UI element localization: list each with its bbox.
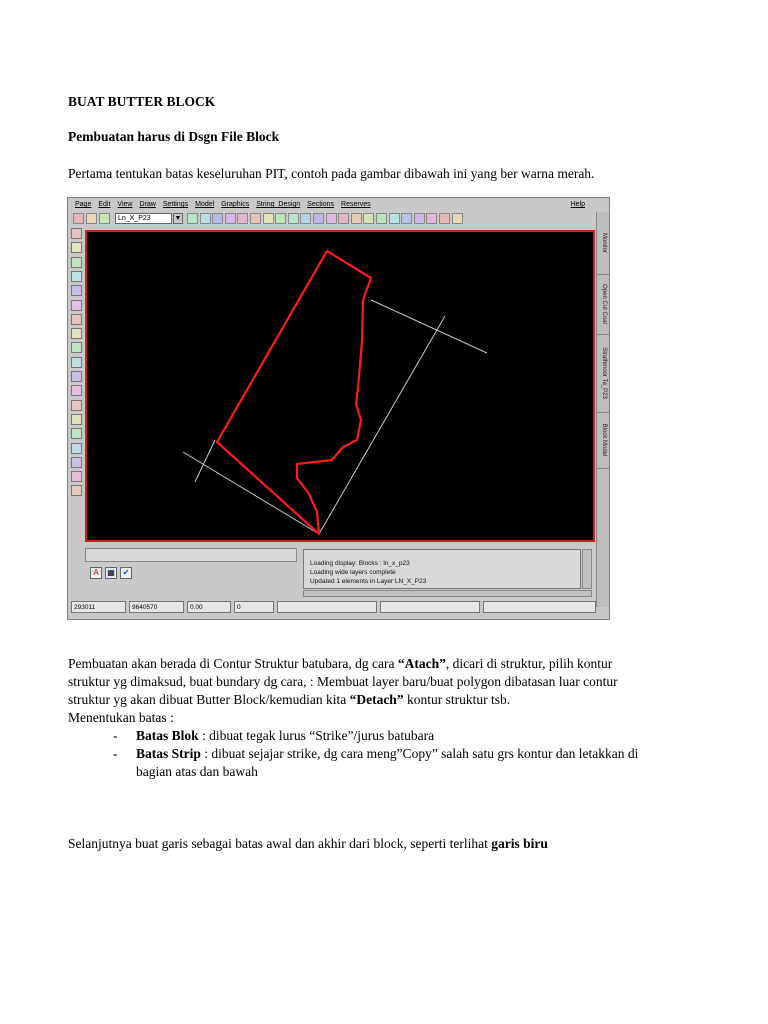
menu-help[interactable]: Help: [570, 201, 585, 208]
tool-button-icon[interactable]: [71, 414, 82, 425]
drawing-svg: [87, 232, 593, 540]
menu-item-page[interactable]: Page: [75, 201, 92, 208]
intro-paragraph: Pertama tentukan batas keseluruhan PIT, contoh pada gambar dibawah ini yang ber warna merah.: [68, 166, 595, 181]
drawing-canvas[interactable]: [85, 230, 595, 542]
toolbar-button-icon[interactable]: [389, 213, 400, 224]
tool-button-icon[interactable]: [71, 314, 82, 325]
toolbar-button-icon[interactable]: [439, 213, 450, 224]
tool-button-icon[interactable]: [71, 371, 82, 382]
toolbar-button-icon[interactable]: [414, 213, 425, 224]
tool-button-icon[interactable]: [71, 485, 82, 496]
toolbar-button-icon[interactable]: [351, 213, 362, 224]
menu-item-sections[interactable]: Sections: [307, 201, 335, 208]
log-line: Loading display: Blocks : ln_x_p23: [310, 560, 410, 567]
tool-button-icon[interactable]: [71, 443, 82, 454]
horizontal-scrollbar[interactable]: [303, 590, 592, 597]
lower-bar: [85, 548, 297, 562]
toolbar-button-icon[interactable]: [288, 213, 299, 224]
toolbar-button-icon[interactable]: [300, 213, 311, 224]
toolbar-button-icon[interactable]: [99, 213, 110, 224]
toolbar-button-icon[interactable]: [363, 213, 374, 224]
menu-item-reserves[interactable]: Reserves: [341, 201, 371, 208]
toolbar-button-icon[interactable]: [212, 213, 223, 224]
tab-open-cut-coal[interactable]: Open Cut Coal: [597, 274, 610, 335]
menu-item-view[interactable]: View: [117, 201, 133, 208]
block-line-top: [371, 300, 487, 353]
para2-line1: Pembuatan akan berada di Contur Struktur batubara, dg cara “Atach”, dicari di struktur, pilih kontur: [68, 656, 613, 671]
tool-button-icon[interactable]: [71, 471, 82, 482]
section-subheading: Pembuatan harus di Dsgn File Block: [68, 129, 280, 144]
bullet-item-continuation: bagian atas dan bawah: [136, 764, 258, 779]
tool-button-icon[interactable]: [71, 271, 82, 282]
para2-line2: struktur yg dimaksud, buat bundary dg cara, : Membuat layer baru/buat polygon dibatasan luar contur: [68, 674, 618, 689]
tool-button-icon[interactable]: [71, 285, 82, 296]
menu-bar: [68, 198, 595, 211]
status-x: 293011: [71, 601, 126, 613]
message-log: [303, 549, 581, 589]
para2-line4: Menentukan batas :: [68, 710, 174, 725]
status-field-4: 0: [234, 601, 274, 613]
tab-block-model[interactable]: Block Model: [597, 412, 610, 469]
tool-button-icon[interactable]: [71, 257, 82, 268]
bullet-dash: -: [113, 746, 118, 761]
cad-screenshot: [67, 197, 610, 620]
toolbar-button-icon[interactable]: [263, 213, 274, 224]
block-line-right: [319, 316, 445, 534]
tool-button-icon[interactable]: [71, 385, 82, 396]
log-line: Updated 1 elements in Layer LN_X_P23: [310, 578, 427, 585]
toolbar-button-icon[interactable]: [250, 213, 261, 224]
text-icon[interactable]: A: [90, 567, 102, 579]
toolbar-button-icon[interactable]: [237, 213, 248, 224]
status-field-7: [483, 601, 596, 613]
toolbar-button-icon[interactable]: [452, 213, 463, 224]
para3: Selanjutnya buat garis sebagai batas awal dan akhir dari block, seperti terlihat garis biru: [68, 836, 548, 851]
menu-item-settings[interactable]: Settings: [162, 201, 189, 208]
status-z: 0.00: [187, 601, 231, 613]
toolbar-button-icon[interactable]: [275, 213, 286, 224]
bullet-item: Batas Strip : dibuat sejajar strike, dg cara meng”Copy” salah satu grs kontur dan letakkan di: [136, 746, 639, 761]
layers-icon[interactable]: ▦: [105, 567, 117, 579]
toolbar-button-icon[interactable]: [86, 213, 97, 224]
log-line: Loading wide layers complete: [310, 569, 396, 576]
toolbar-button-icon[interactable]: [313, 213, 324, 224]
menu-item-graphics[interactable]: Graphics: [221, 201, 250, 208]
layer-combo[interactable]: Ln_X_P23: [115, 213, 172, 224]
toolbar-button-icon[interactable]: [326, 213, 337, 224]
pit-boundary-polygon: [217, 251, 371, 534]
menu-item-edit[interactable]: Edit: [98, 201, 111, 208]
menu-item-model[interactable]: Model: [195, 201, 215, 208]
status-field-5: [277, 601, 377, 613]
lower-left-panel: [85, 548, 297, 590]
para2-line3: struktur yg akan dibuat Butter Block/kemudian kita “Detach” kontur struktur tsb.: [68, 692, 511, 707]
toolbar-button-icon[interactable]: [338, 213, 349, 224]
status-y: 9640570: [129, 601, 184, 613]
status-field-6: [380, 601, 480, 613]
toolbar-button-icon[interactable]: [401, 213, 412, 224]
bullet-dash: -: [113, 728, 118, 743]
chevron-down-icon[interactable]: ▼: [174, 215, 182, 222]
check-icon[interactable]: ✔: [120, 567, 132, 579]
toolbar-button-icon[interactable]: [73, 213, 84, 224]
tool-button-icon[interactable]: [71, 428, 82, 439]
toolbar-button-icon[interactable]: [187, 213, 198, 224]
page-heading: BUAT BUTTER BLOCK: [68, 94, 216, 109]
menu-item-draw[interactable]: Draw: [139, 201, 156, 208]
toolbar-button-icon[interactable]: [200, 213, 211, 224]
tool-button-icon[interactable]: [71, 328, 82, 339]
tool-button-icon[interactable]: [71, 357, 82, 368]
bullet-item: Batas Blok : dibuat tegak lurus “Strike”/jurus batubara: [136, 728, 435, 743]
tool-button-icon[interactable]: [71, 300, 82, 311]
toolbar-button-icon[interactable]: [376, 213, 387, 224]
status-bar: [71, 601, 596, 615]
menu-item-string-design[interactable]: String_Design: [256, 201, 301, 208]
tool-button-icon[interactable]: [71, 228, 82, 239]
right-panel: [596, 212, 610, 607]
toolbar-button-icon[interactable]: [225, 213, 236, 224]
tool-button-icon[interactable]: [71, 457, 82, 468]
tool-button-icon[interactable]: [71, 342, 82, 353]
tool-button-icon[interactable]: [71, 400, 82, 411]
log-scrollbar[interactable]: [582, 549, 592, 589]
toolbar-button-icon[interactable]: [426, 213, 437, 224]
tab-strathmoor[interactable]: Strathmoor Ta_P23: [597, 334, 610, 413]
tool-button-icon[interactable]: [71, 242, 82, 253]
tab-monitor[interactable]: Monitor: [597, 212, 610, 275]
